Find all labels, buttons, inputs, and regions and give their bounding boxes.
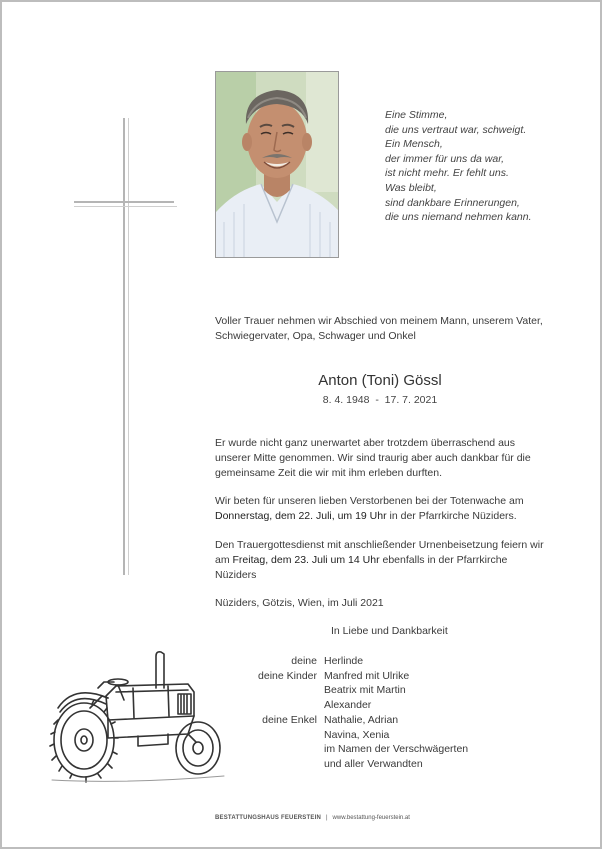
mourner-role: deine Kinder <box>258 669 317 682</box>
mourner-name: Manfred mit Ulrike <box>324 669 410 682</box>
paragraph-farewell: Er wurde nicht ganz unerwartet aber trotzdem überraschend aus unserer Mitte genommen. Wir sind traurig aber auch dankbar für die gemeinsame Zeit die wir mit ihm erleben durften. <box>215 437 531 479</box>
mourner-row <box>215 698 545 713</box>
mourner-row <box>215 742 545 757</box>
poem-line: Was bleibt, <box>385 181 437 194</box>
mourner-row <box>215 757 545 772</box>
footer-separator: | <box>325 815 328 821</box>
poem-line: Eine Stimme, <box>385 109 448 121</box>
funeral-text: Den Trauergottesdienst mit anschließender Urnenbeisetzung feiern wir am <box>215 539 544 566</box>
mourner-role <box>215 742 324 757</box>
mourner-role <box>215 728 324 743</box>
vigil-place: in der Pfarrkirche Nüziders. <box>386 510 517 522</box>
mourner-row <box>215 728 545 743</box>
mourner-name: Beatrix mit Martin <box>324 684 406 697</box>
mourner-name: Nathalie, Adrian <box>324 713 399 726</box>
poem-line: die uns niemand nehmen kann. <box>385 211 532 224</box>
poem-line: die uns vertraut war, schweigt. <box>385 123 527 136</box>
mourner-name: im Namen der Verschwägerten <box>324 743 469 756</box>
paragraph-vigil <box>215 494 550 524</box>
mourner-name: Herlinde <box>324 655 364 667</box>
mourner-row <box>215 683 545 698</box>
funeral-home-website[interactable]: www.bestattung-feuerstein.at <box>332 815 410 821</box>
deceased-name: Anton (Toni) Gössl <box>318 372 442 389</box>
funeral-date: Freitag, dem 23. Juli um 14 Uhr <box>232 554 380 566</box>
closing-line: In Liebe und Dankbarkeit <box>331 625 448 637</box>
mourners-list <box>215 654 545 772</box>
mourner-role: deine <box>291 655 317 667</box>
mourner-role: deine Enkel <box>262 713 317 726</box>
place-date: Nüziders, Götzis, Wien, im Juli 2021 <box>215 597 384 609</box>
poem-line: sind dankbare Erinnerungen, <box>385 196 520 209</box>
mourner-role <box>215 757 324 772</box>
funeral-home-name: BESTATTUNGSHAUS FEUERSTEIN <box>215 815 321 821</box>
intro-text: Voller Trauer nehmen wir Abschied von meinem Mann, unserem Vater, Schwiegervater, Opa, Schwager und Onkel <box>215 315 543 342</box>
vigil-date: Donnerstag, dem 22. Juli, um 19 Uhr <box>215 510 387 522</box>
portrait-photo <box>215 71 339 258</box>
footer <box>215 815 410 821</box>
funeral-place: ebenfalls in der Pfarrkirche Nüziders <box>215 554 508 581</box>
mourner-name: Alexander <box>324 699 372 712</box>
mourner-role <box>215 683 324 698</box>
mourner-name: und aller Verwandten <box>324 757 423 770</box>
mourner-row <box>215 669 545 684</box>
mourner-row <box>215 654 545 669</box>
life-dates: 8. 4. 1948 - 17. 7. 2021 <box>322 394 438 406</box>
tractor-illustration <box>38 648 228 786</box>
poem-line: Ein Mensch, <box>385 138 443 151</box>
mourner-row <box>215 713 545 728</box>
mourner-role <box>215 698 324 713</box>
poem-line: ist nicht mehr. Er fehlt uns. <box>385 167 509 180</box>
memorial-poem <box>385 108 575 225</box>
paragraph-funeral <box>215 538 550 583</box>
mourner-name: Navina, Xenia <box>324 728 390 741</box>
poem-line: der immer für uns da war, <box>385 152 505 165</box>
vigil-text: Wir beten für unseren lieben Verstorbenen bei der Totenwache am <box>215 495 524 507</box>
